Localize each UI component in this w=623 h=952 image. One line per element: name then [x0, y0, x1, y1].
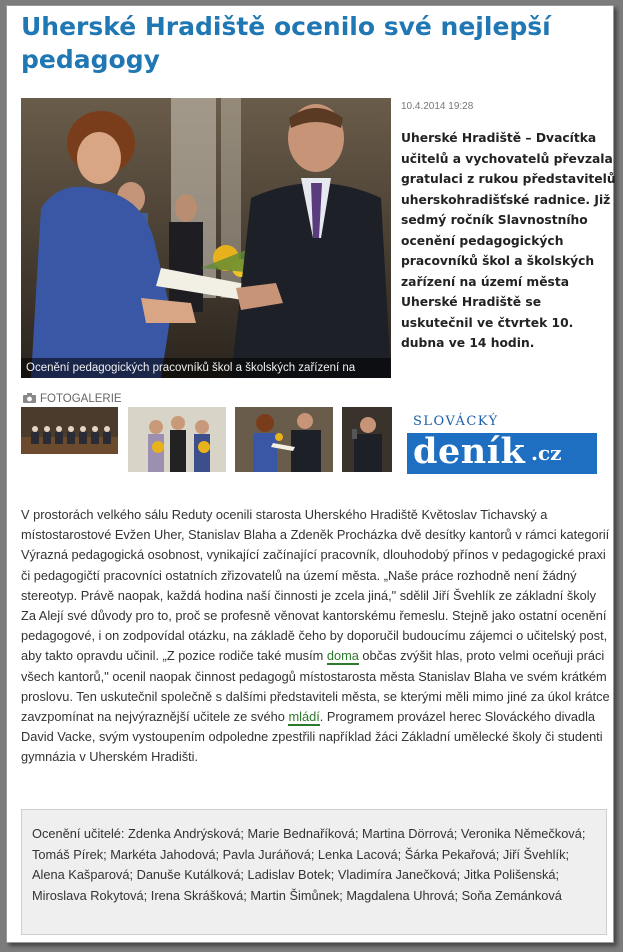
logo-top-text: SLOVÁCKÝ	[413, 414, 499, 429]
article-title: Uherské Hradiště ocenilo své nejlepší pedagogy	[21, 12, 551, 74]
thumb-image-3	[235, 407, 333, 472]
awarded-teachers-text: Ocenění učitelé: Zdenka Andrýsková; Marie Bednaříková; Martina Dörrová; Veronika Němečková; Tomáš Pírek; Markéta Jahodová; Pavla Juráňová; Lenka Lacová; Šárka Pekařová; Jiří Švehlík; Alena Kašparová; Danuše Kutálková; Ladislav Botek; Vladimíra Janečková; Jitka Polišenská; Miroslava Rokytová; Irena Skrášková; Martin Šimůnek; Magdalena Uhrová; Soňa Zemánková	[32, 826, 586, 903]
camera-icon	[23, 393, 36, 406]
body-text-1: V prostorách velkého sálu Reduty ocenili starosta Uherského Hradiště Květoslav Tichavský a místostarostové Evžen Uher, Stanislav Blaha a Zdeněk Procházka dvě desítky kantorů v rámci kategorií Výrazná pedagogická osobnost, vynikající začínající pracovník, dlouhodobý přínos v pedagogické praxi či pedagogičtí pracovníci ostatních zřizovatelů na území města. „Naše práce rozhodně není žádný stereotyp. Právě naopak, každá hodina naší činnosti je zcela jiná," sdělil Jiří Švehlík ze základní školy Za Alejí své důvody pro to, proč se profesně věnovat kantorskému řemeslu. Stejně jako ostatní ocenění pedagogové, i on zodpovídal otázku, na základě čeho by doporučil budoucímu zájemci o učitelský post, aby takto opravdu učinil. „Z pozice rodiče také musím	[21, 507, 610, 664]
article-body	[21, 505, 611, 768]
article-page	[6, 5, 614, 943]
awarded-teachers-box	[21, 809, 607, 935]
gallery-thumb-1[interactable]	[21, 407, 118, 454]
photo-caption: Ocenění pedagogických pracovníků škol a školských zařízení na	[21, 358, 391, 378]
main-photo[interactable]	[21, 98, 391, 378]
gallery-thumb-4[interactable]	[342, 407, 392, 472]
gallery-label-text: FOTOGALERIE	[40, 393, 122, 405]
logo-main-text: deník	[413, 431, 526, 472]
gallery-thumb-2[interactable]	[128, 407, 226, 472]
slovacky-denik-logo[interactable]	[407, 411, 597, 473]
link-doma[interactable]: doma	[326, 648, 359, 664]
link-mladi[interactable]: mládí	[288, 709, 320, 725]
ceremony-photo-illustration	[21, 98, 391, 378]
body-text-2: občas zvýšit hlas, proto velmi oceňuji práci všech kantorů," ocenil naopak činnost pedagogů místostarosta města Stanislav Blaha ve svém krátkém proslovu. Ten uskutečnil společně s dalšími představiteli města, se kterými měli mimo jiné za úkol krátce zavzpomínat na nejvýraznější učitele ze svého	[21, 648, 610, 725]
article-lead: Uherské Hradiště – Dvacítka učitelů a vychovatelů převzala gratulaci z rukou představitelů uherskohradišťské radnice. Již sedmý ročník Slavnostního ocenění pedagogických pracovníků škol a školských zařízení na území města Uherské Hradiště se uskutečnil ve čtvrtek 10. dubna ve 14 hodin.	[401, 131, 616, 350]
logo-box	[407, 433, 597, 474]
publish-date: 10.4.2014 19:28	[401, 101, 474, 112]
thumb-image-1	[21, 407, 118, 454]
gallery-label[interactable]	[23, 391, 122, 407]
body-text-3: . Programem provázel herec Slováckého divadla David Vacke, svým vystoupením odpoledne zpestřili například žáci Základní umělecké školy či studenti gymnázia v Uherském Hradišti.	[21, 709, 603, 765]
thumb-image-4	[342, 407, 392, 472]
gallery-thumb-3[interactable]	[235, 407, 333, 472]
thumb-image-2	[128, 407, 226, 472]
logo-suffix: .cz	[531, 441, 562, 465]
